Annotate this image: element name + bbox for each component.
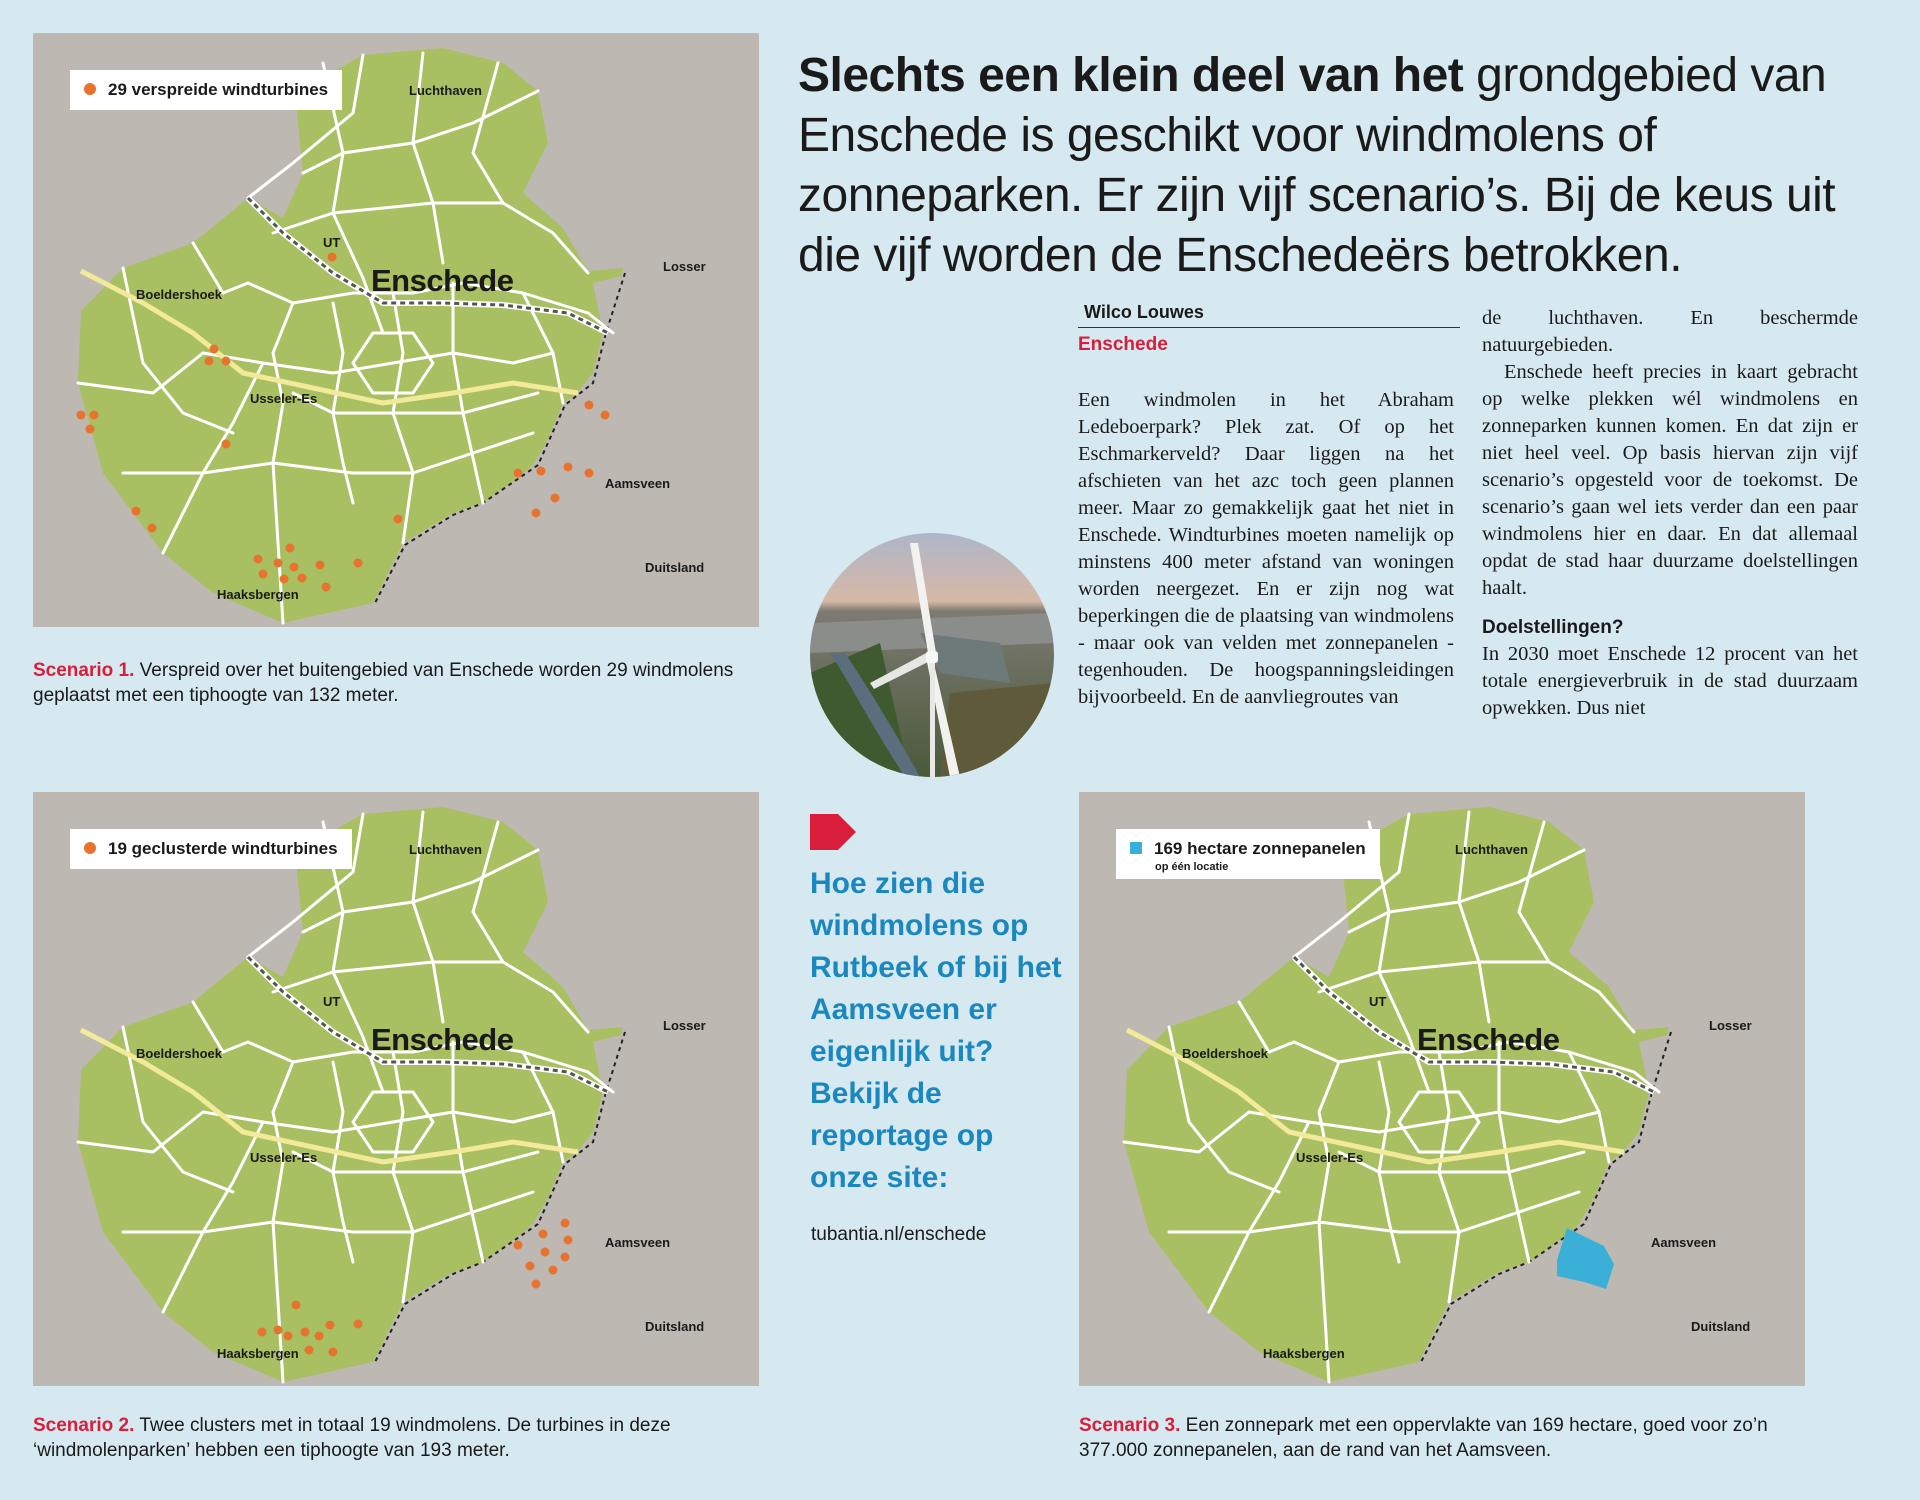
turbine-dot — [532, 1280, 541, 1289]
headline-rest: grondgebied van Enschede is geschikt voor windmolens of zonneparken. Er zijn vijf scenario’s. Bij de keus uit die vijf worden de Enschedeërs betrokken. — [798, 49, 1836, 282]
label-luchthaven: Luchthaven — [409, 83, 482, 98]
turbine-dot — [539, 1230, 548, 1239]
turbine-dot — [532, 509, 541, 518]
turbine-dot — [541, 1248, 550, 1257]
turbine-dot — [210, 345, 219, 354]
caption-text: Twee clusters met in totaal 19 windmolens. De turbines in deze ‘windmolenparken’ hebben een tiphoogte van 193 meter. — [33, 1415, 671, 1461]
turbine-dot — [148, 524, 157, 533]
author-byline: Wilco Louwes — [1078, 302, 1460, 328]
turbine-dot — [280, 575, 289, 584]
turbine-dot — [259, 570, 268, 579]
article-paragraph: In 2030 moet Enschede 12 procent van het totale energieverbruik in de stad duurzaam opwekken. Dus niet — [1482, 643, 1858, 719]
turbine-dot — [286, 544, 295, 553]
turbine-dot — [305, 1346, 314, 1355]
label-boeldershoek: Boeldershoek — [136, 287, 222, 302]
map-scenario-1 — [33, 33, 759, 627]
turbine-dot — [222, 357, 231, 366]
label-losser: Losser — [1709, 1018, 1752, 1033]
solar-legend-icon — [1130, 842, 1142, 854]
turbine-dot — [205, 357, 214, 366]
turbine-dot — [292, 1301, 301, 1310]
caption-key: Scenario 3. — [1079, 1415, 1181, 1436]
label-enschede: Enschede — [371, 263, 514, 298]
turbine-dot — [290, 563, 299, 572]
headline-bold: Slechts een klein deel van het — [798, 49, 1464, 102]
label-boeldershoek: Boeldershoek — [136, 1046, 222, 1061]
headline — [798, 46, 1898, 286]
caption-text: Een zonnepark met een oppervlakte van 169 hectare, goed voor zo’n 377.000 zonnepanelen, aan de rand van het Aamsveen. — [1079, 1415, 1768, 1461]
label-haaksbergen: Haaksbergen — [1263, 1346, 1345, 1361]
wind-turbine-photo — [810, 533, 1054, 777]
turbine-legend-icon — [84, 842, 96, 854]
turbine-dot — [322, 583, 331, 592]
label-usseler-es: Usseler-Es — [250, 391, 318, 406]
label-enschede: Enschede — [371, 1022, 514, 1057]
turbine-dot — [551, 494, 560, 503]
teaser-text: Hoe zien die windmolens op Rutbeek of bij het Aamsveen er eigenlijk uit? Bekijk de reportage op onze site: — [810, 867, 1062, 1194]
turbine-dot — [315, 1332, 324, 1341]
label-duitsland: Duitsland — [645, 560, 705, 575]
legend-scenario-2 — [70, 829, 352, 869]
label-enschede: Enschede — [1417, 1022, 1560, 1057]
map-1-graphic — [33, 33, 759, 627]
turbine-dot — [329, 1348, 338, 1357]
turbine-dot — [354, 1320, 363, 1329]
caption-scenario-1 — [33, 658, 763, 708]
turbine-dot — [514, 1241, 523, 1250]
article-column-1 — [1078, 387, 1454, 711]
label-losser: Losser — [663, 1018, 706, 1033]
map-3-graphic — [1079, 792, 1805, 1386]
turbine-dot — [90, 411, 99, 420]
turbine-dot — [326, 1321, 335, 1330]
turbine-dot — [298, 574, 307, 583]
legend-label: 19 geclusterde windturbines — [108, 839, 338, 858]
turbine-dot — [301, 1328, 310, 1337]
turbine-dot — [86, 425, 95, 434]
turbine-dot — [254, 555, 263, 564]
label-usseler-es: Usseler-Es — [1296, 1150, 1364, 1165]
label-aamsveen: Aamsveen — [1651, 1235, 1717, 1250]
turbine-dot — [77, 411, 86, 420]
caption-scenario-2 — [33, 1413, 763, 1463]
caption-key: Scenario 2. — [33, 1415, 135, 1436]
label-ut: UT — [323, 235, 341, 250]
turbine-dot — [328, 253, 337, 262]
article-paragraph: de luchthaven. En beschermde natuurgebieden. — [1482, 307, 1858, 356]
turbine-dot — [561, 1219, 570, 1228]
turbine-dot — [222, 440, 231, 449]
teaser-arrow-icon — [810, 814, 856, 850]
turbine-dot — [394, 515, 403, 524]
label-haaksbergen: Haaksbergen — [217, 587, 299, 602]
legend-scenario-3 — [1116, 829, 1380, 879]
turbine-dot — [258, 1328, 267, 1337]
label-luchthaven: Luchthaven — [1455, 842, 1528, 857]
article-paragraph: Een windmolen in het Abraham Ledeboerpark? Plek zat. Of op het Eschmarkerveld? Daar liggen na het afschieten van het azc toch geen plannen meer. Maar zo gemakkelijk gaat het niet in Enschede. Windturbines moeten namelijk op minstens 400 meter afstand van woningen worden neergezet. En er zijn nog wat beperkingen die de plaatsing van windmolens - maar ook van velden met zonnepanelen - tegenhouden. De hoogspanningsleidingen bijvoorbeeld. En de aanvliegroutes van — [1078, 389, 1454, 708]
turbine-dot — [274, 1326, 283, 1335]
turbine-dot — [585, 469, 594, 478]
turbine-dot — [514, 469, 523, 478]
label-aamsveen: Aamsveen — [605, 1235, 671, 1250]
turbine-legend-icon — [84, 83, 96, 95]
label-ut: UT — [1369, 994, 1387, 1009]
legend-label: 29 verspreide windturbines — [108, 80, 329, 99]
turbine-dot — [316, 561, 325, 570]
turbine-dot — [526, 1262, 535, 1271]
article-paragraph: Enschede heeft precies in kaart gebracht op welke plekken wél windmolens en zonneparken kunnen komen. En dat zijn er niet heel veel. Op basis hiervan zijn vijf scenario’s opgesteld voor de toekomst. De scenario’s gaan wel iets verder dan een paar windmolens hier en daar. En dat allemaal opdat de stad haar duurzame doelstellingen haalt. — [1482, 361, 1858, 599]
dateline-place: Enschede — [1078, 334, 1168, 355]
turbine-dot — [564, 1236, 573, 1245]
legend-label: 169 hectare zonnepanelen — [1154, 839, 1366, 858]
caption-scenario-3 — [1079, 1413, 1839, 1463]
map-scenario-3 — [1079, 792, 1805, 1386]
wind-turbine-illustration — [810, 533, 1054, 777]
label-duitsland: Duitsland — [645, 1319, 705, 1334]
legend-scenario-1 — [70, 70, 342, 110]
label-usseler-es: Usseler-Es — [250, 1150, 318, 1165]
turbine-dot — [549, 1266, 558, 1275]
caption-key: Scenario 1. — [33, 660, 135, 681]
turbine-dot — [537, 467, 546, 476]
label-duitsland: Duitsland — [1691, 1319, 1751, 1334]
turbine-dot — [561, 1253, 570, 1262]
turbine-dot — [132, 507, 141, 516]
label-aamsveen: Aamsveen — [605, 476, 671, 491]
teaser-link[interactable]: tubantia.nl/enschede — [811, 1224, 987, 1245]
turbine-dot — [564, 463, 573, 472]
map-2-graphic — [33, 792, 759, 1386]
label-losser: Losser — [663, 259, 706, 274]
turbine-dot — [274, 559, 283, 568]
turbine-dot — [284, 1332, 293, 1341]
turbine-dot — [585, 401, 594, 410]
caption-text: Verspreid over het buitengebied van Enschede worden 29 windmolens geplaatst met een tiphoogte van 132 meter. — [33, 660, 734, 706]
legend-sublabel: op één locatie — [1155, 861, 1229, 873]
article-column-2 — [1482, 305, 1858, 722]
article-subhead: Doelstellingen? — [1482, 617, 1624, 638]
map-scenario-2 — [33, 792, 759, 1386]
label-haaksbergen: Haaksbergen — [217, 1346, 299, 1361]
label-boeldershoek: Boeldershoek — [1182, 1046, 1268, 1061]
label-ut: UT — [323, 994, 341, 1009]
turbine-dot — [601, 411, 610, 420]
label-luchthaven: Luchthaven — [409, 842, 482, 857]
turbine-dot — [354, 559, 363, 568]
